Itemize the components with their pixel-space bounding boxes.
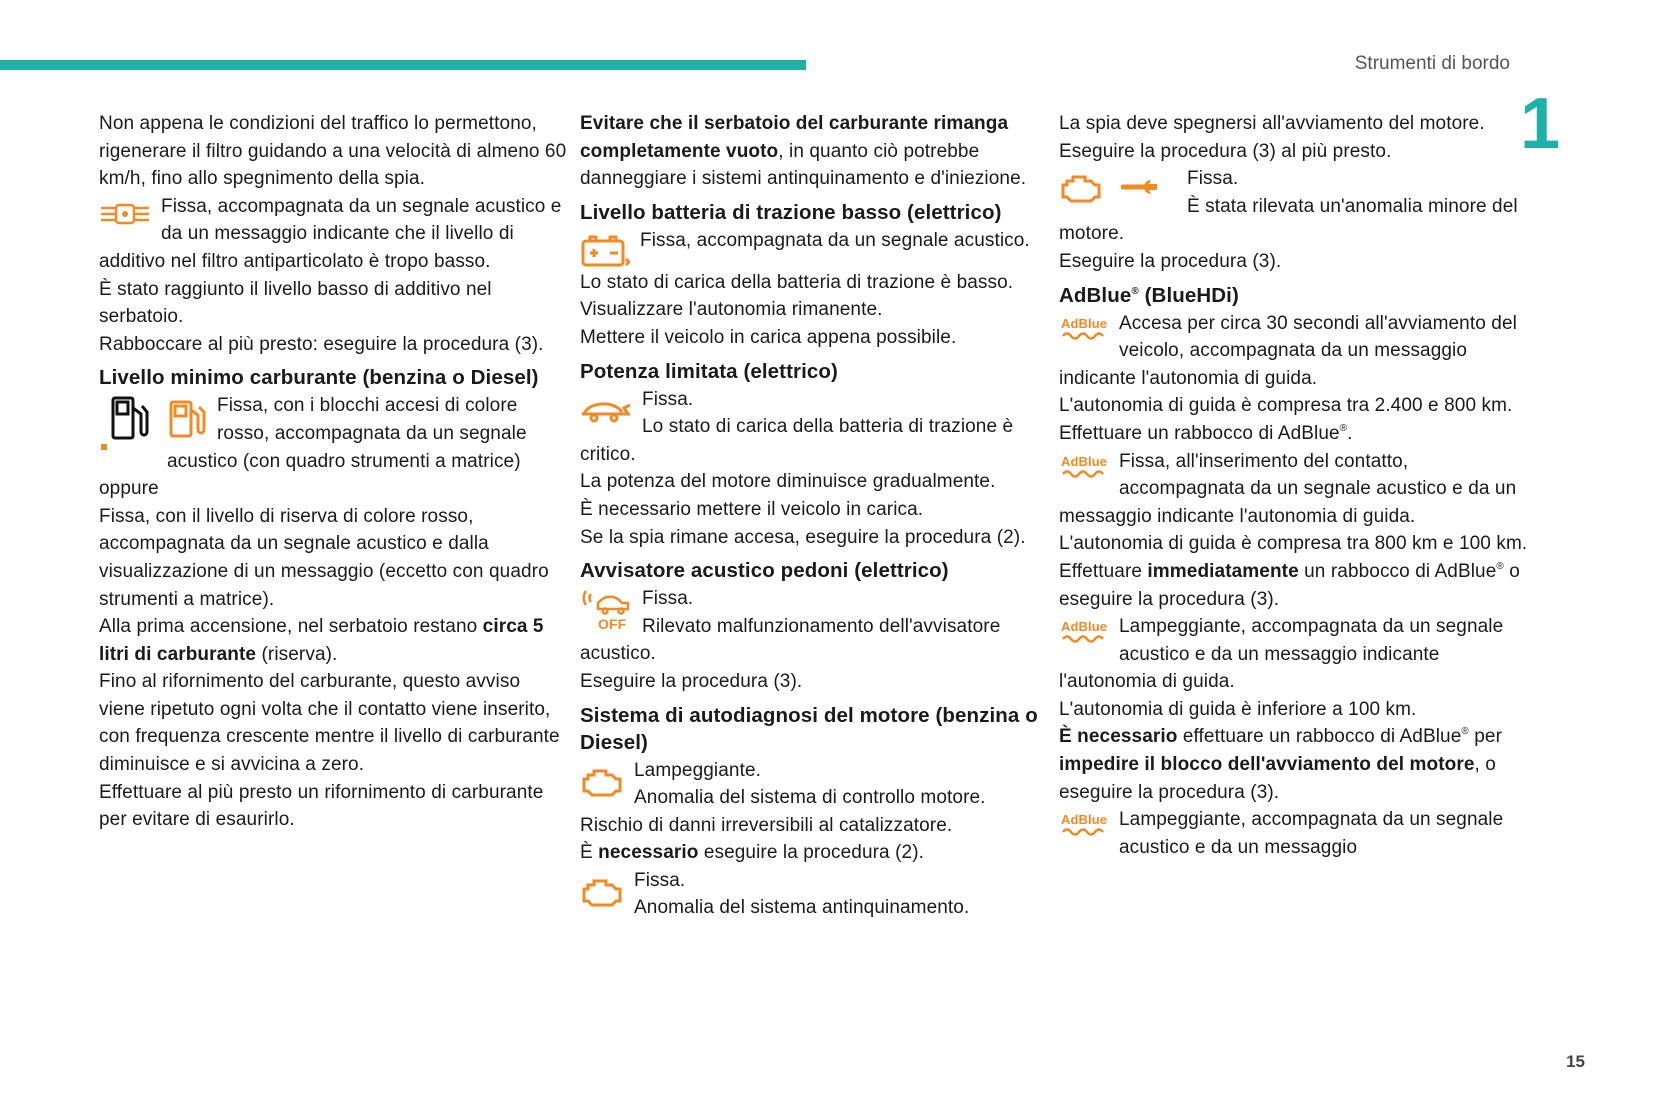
obd-fixed-block: Fissa. Anomalia del sistema antinquinamento. (580, 867, 1050, 922)
adblue-icon (1059, 314, 1109, 344)
paragraph: Fissa, con il livello di riserva di colore rosso, accompagnata da un segnale acustico e dalla visualizzazione di un messaggio (eccetto con quadro strumenti a matrice). (99, 505, 549, 610)
header-accent-bar (0, 60, 806, 70)
engine-check-icon (580, 877, 624, 907)
paragraph: L'autonomia di guida è compresa tra 2.400 e 800 km. (1059, 395, 1513, 417)
column-1 (99, 110, 569, 834)
minor-fault-block: Fissa. È stata rilevata un'anomalia minore del motore. (1059, 168, 1518, 245)
paragraph: Visualizzare l'autonomia rimanente. (580, 299, 883, 321)
chapter-number: 1 (1520, 84, 1561, 164)
traction-battery-icon (580, 235, 630, 269)
heading-adblue: AdBlue® (BlueHDi) (1059, 283, 1239, 307)
pedestrian-horn-off-icon (580, 587, 632, 631)
paragraph: La potenza del motore diminuisce gradualmente. (580, 471, 996, 493)
fuel-pump-matrix-icon (99, 394, 157, 450)
svg-text:OFF: OFF (598, 616, 627, 632)
heading-fuel-level: Livello minimo carburante (benzina o Diesel) (99, 366, 539, 390)
additive-warning-block: Fissa, accompagnata da un segnale acustico e da un messaggio indicante che il livello di additivo nel filtro antiparticolato è tropo basso. (99, 195, 562, 272)
wrench-icon (1121, 177, 1165, 197)
fuel-warning-block: Fissa, con i blocchi accesi di colore rosso, accompagnata da un segnale acustico (con quadro strumenti a matrice) (99, 392, 569, 475)
section-title: Strumenti di bordo (1354, 53, 1510, 74)
adblue-icon (1059, 452, 1109, 482)
paragraph: Eseguire la procedura (3) al più presto. (1059, 140, 1392, 162)
paragraph: Mettere il veicolo in carica appena possibile. (580, 326, 957, 348)
heading-obd: Sistema di autodiagnosi del motore (benzina o Diesel) (580, 703, 1038, 754)
paragraph: È stato raggiunto il livello basso di additivo nel serbatoio. (99, 278, 492, 328)
engine-check-icon (580, 767, 624, 797)
paragraph: Effettuare immediatamente un rabbocco di AdBlue® o eseguire la procedura (3). (1059, 560, 1520, 610)
adblue-block-2: AdBlue Fissa, all'inserimento del contatto, accompagnata da un segnale acustico e da un messaggio indicante l'autonomia di guida. (1059, 450, 1517, 527)
limited-power-block: Fissa. Lo stato di carica della batteria di trazione è critico. (580, 388, 1014, 465)
adblue-block-4: AdBlue Lampeggiante, accompagnata da un segnale acustico e da un messaggio (1061, 809, 1504, 858)
paragraph: La spia deve spegnersi all'avviamento del motore. (1059, 113, 1485, 134)
paragraph: Fino al rifornimento del carburante, questo avviso viene ripetuto ogni volta che il contatto viene inserito, con frequenza crescente mentre il livello di carburante diminuisce e si avvicina a zero. (99, 671, 560, 776)
paragraph: È necessario eseguire la procedura (2). (580, 842, 924, 864)
svg-text:AdBlue: AdBlue (1061, 315, 1108, 331)
heading-limited-power: Potenza limitata (elettrico) (580, 359, 838, 383)
column-3 (1059, 110, 1529, 861)
limited-power-turtle-icon (580, 396, 632, 424)
paragraph: L'autonomia di guida è compresa tra 800 km e 100 km. (1059, 533, 1528, 555)
paragraph: Evitare che il serbatoio del carburante rimanga completamente vuoto, in quanto ciò potrebbe danneggiare i sistemi antinquinamento e d'iniezione. (580, 113, 1027, 190)
heading-traction-battery: Livello batteria di trazione basso (elettrico) (580, 200, 1002, 224)
pedestrian-horn-block: OFF Fissa. Rilevato malfunzionamento dell'avvisatore acustico. (580, 588, 1001, 665)
page-number: 15 (1566, 1052, 1585, 1071)
obd-blink-block: Lampeggiante. Anomalia del sistema di controllo motore. (580, 757, 1050, 812)
column-2 (580, 110, 1050, 922)
adblue-icon (1059, 617, 1109, 647)
paragraph: Effettuare al più presto un rifornimento di carburante per evitare di esaurirlo. (99, 781, 544, 831)
particle-filter-additive-icon (99, 199, 151, 229)
heading-pedestrian-horn: Avvisatore acustico pedoni (elettrico) (580, 559, 949, 583)
paragraph: Lo stato di carica della batteria di trazione è basso. (580, 271, 1014, 293)
paragraph: Rischio di danni irreversibili al catalizzatore. (580, 814, 953, 836)
paragraph: Eseguire la procedura (3). (580, 670, 803, 692)
paragraph: Alla prima accensione, nel serbatoio restano circa 5 litri di carburante (riserva). (99, 616, 544, 665)
adblue-icon (1059, 810, 1109, 840)
paragraph: Eseguire la procedura (3). (1059, 250, 1282, 272)
paragraph: Rabboccare al più presto: eseguire la procedura (3). (99, 333, 544, 355)
adblue-block-1: AdBlue Accesa per circa 30 secondi all'avviamento del veicolo, accompagnata da un messaggio indicante l'autonomia di guida. (1059, 312, 1517, 389)
paragraph: Se la spia rimane accesa, eseguire la procedura (2). (580, 526, 1026, 548)
paragraph: L'autonomia di guida è inferiore a 100 km. (1059, 698, 1417, 720)
svg-text:AdBlue: AdBlue (1061, 453, 1108, 469)
paragraph: Non appena le condizioni del traffico lo permettono, rigenerare il filtro guidando a una velocità di almeno 60 km/h, fino allo spegnimento della spia. (99, 113, 567, 190)
adblue-block-3: AdBlue Lampeggiante, accompagnata da un segnale acustico e da un messaggio indicante l'autonomia di guida. (1059, 616, 1504, 693)
svg-text:AdBlue: AdBlue (1061, 812, 1108, 828)
fuel-pump-icon (167, 398, 207, 440)
paragraph: Effettuare un rabbocco di AdBlue®. (1059, 422, 1353, 444)
engine-icon (1059, 173, 1103, 203)
paragraph: È necessario mettere il veicolo in carica. (580, 498, 924, 520)
paragraph: È necessario effettuare un rabbocco di AdBlue® per impedire il blocco dell'avviamento del motore, o eseguire la procedura (3). (1059, 726, 1502, 803)
svg-text:AdBlue: AdBlue (1061, 619, 1108, 635)
battery-warning-block: Fissa, accompagnata da un segnale acustico. (580, 227, 1050, 255)
paragraph: oppure (99, 478, 159, 500)
